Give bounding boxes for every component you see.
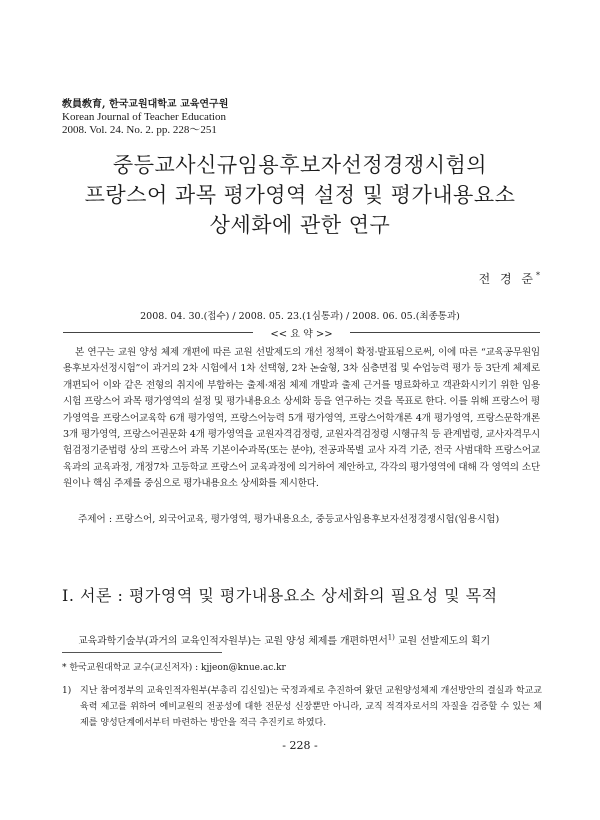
abstract-text: 본 연구는 교원 양성 체제 개편에 따른 교원 선발제도의 개선 정책이 확정·발표됨으로써, 이에 따른 “교육공무원임용후보자선정시험”이 과거의 2차 시험에서 1차 선택형, 2차 논술형, 3차 심층면접 및 수업능력 평가 등 3단계 체제로 개편되어 이와 같은 전형의 취지에 부합하는 출제·채점 체제 개발과 출제 근거를 명료화하고 객관화시키기 위한 임용시험 프랑스어 과목 평가영역의 설정 및 평가내용요소 상세화 등을 연구하는 것을 목표로 한다. 이를 위해 프랑스어 평가영역을 프랑스어교육학 6개 평가영역, 프랑스어능력 5개 평가영역, 프랑스어학개론 4개 평가영역, 프랑스문학개론 3개 평가영역, 프랑스어권문화 4개 평가영역을 교원자격검정령, 교원자격검정령 시행규칙 등 관계법령, 교사자격무시험검정기준법령 상의 프랑스어 과목 기본이수과목(또는 분야), 전공과목별 교사 자격 기준, 전국 사범대학 프랑스어교육과의 교육과정, 개정7차 고등학교 프랑스어 교육과정에 의거하여 제안하고, 각각의 평가영역에 대해 각 영역의 소단원이나 핵심 주제를 중심으로 평가내용요소 상세화를 제시한다. bbox=[63, 347, 540, 490]
title-line-2: 프랑스어 과목 평가영역 설정 및 평가내용요소 bbox=[84, 183, 516, 207]
footnote-ref-1: 1) bbox=[387, 633, 395, 642]
title-line-3: 상세화에 관한 연구 bbox=[209, 213, 391, 237]
section-title: Ⅰ. 서론 : 평가영역 및 평가내용요소 상세화의 필요성 및 목적 bbox=[62, 586, 498, 605]
submission-dates: 2008. 04. 30.(접수) / 2008. 05. 23.(1심통과) / 2008. 06. 05.(최종통과) bbox=[140, 311, 460, 322]
author-footnote-mark: * bbox=[536, 271, 540, 280]
paper-title bbox=[40, 150, 560, 240]
journal-issue-info: 2008. Vol. 24. No. 2. pp. 228～251 bbox=[62, 124, 217, 136]
footnote-1-number: 1) bbox=[62, 686, 72, 696]
body-text-end: 교원 선발제도의 획기 bbox=[394, 636, 491, 647]
abstract-heading bbox=[63, 325, 540, 339]
keywords-label: 주제어 : bbox=[78, 514, 113, 525]
keywords bbox=[78, 512, 540, 528]
footnote-divider bbox=[62, 652, 222, 653]
author-affiliation-note: * 한국교원대학교 교수(교신저자) : kjjeon@knue.ac.kr bbox=[62, 663, 286, 673]
journal-header bbox=[62, 98, 228, 137]
page-number: - 228 - bbox=[282, 739, 318, 752]
footnote-1 bbox=[62, 683, 542, 731]
journal-name-korean: 敎員敎育, 한국교원대학교 교육연구원 bbox=[62, 99, 229, 110]
author-name: 전 경 준 bbox=[478, 272, 536, 286]
abstract-heading-label: << 요 약 >> bbox=[270, 329, 333, 340]
author bbox=[479, 270, 540, 287]
body-text-start: 교육과학기술부(과거의 교육인적자원부)는 교원 양성 체제를 개편하면서 bbox=[78, 636, 388, 647]
keywords-text: 프랑스어, 외국어교육, 평가영역, 평가내용요소, 중등교사임용후보자선정경쟁시험(임용시험) bbox=[115, 514, 500, 525]
body-paragraph bbox=[78, 632, 490, 647]
abstract-rule-right bbox=[350, 332, 540, 333]
journal-name-english: Korean Journal of Teacher Education bbox=[62, 111, 226, 123]
footnote-1-text: 지난 참여정부의 교육인적자원부(부총리 김신일)는 국정과제로 추진하여 왔던 교원양성체제 개선방안의 결실과 학교교육력 제고를 위하여 예비교원의 전공성에 대한 전문성 신장뿐만 아니라, 교직 적격자로서의 자질을 검증할 수 있는 체제를 양성단계에서부터 마련하는 방안을 적극 추진키로 하였다. bbox=[80, 686, 542, 728]
title-line-1: 중등교사신규임용후보자선정경쟁시험의 bbox=[112, 153, 488, 177]
